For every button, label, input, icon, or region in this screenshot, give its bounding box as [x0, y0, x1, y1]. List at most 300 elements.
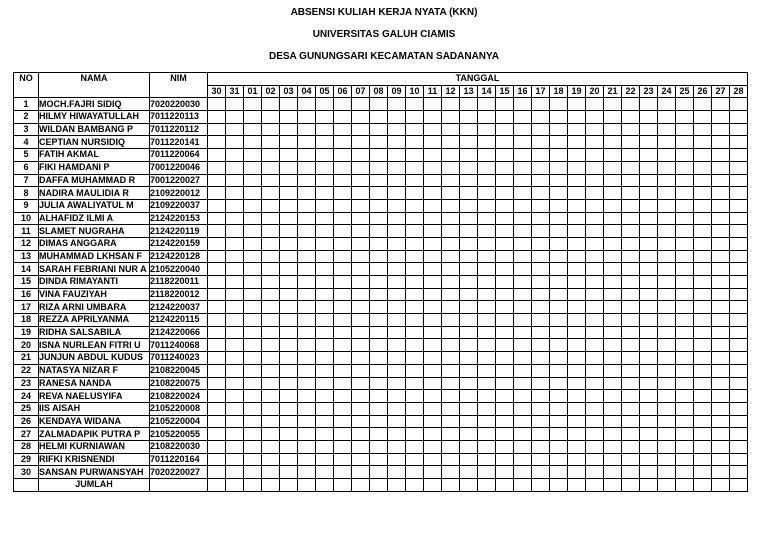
attendance-cell[interactable]: [226, 377, 244, 390]
jumlah-cell[interactable]: [226, 479, 244, 492]
attendance-cell[interactable]: [694, 390, 712, 403]
attendance-cell[interactable]: [406, 326, 424, 339]
attendance-cell[interactable]: [208, 250, 226, 263]
attendance-cell[interactable]: [622, 339, 640, 352]
attendance-cell[interactable]: [406, 415, 424, 428]
jumlah-cell[interactable]: [208, 479, 226, 492]
attendance-cell[interactable]: [352, 377, 370, 390]
attendance-cell[interactable]: [316, 237, 334, 250]
attendance-cell[interactable]: [280, 136, 298, 149]
attendance-cell[interactable]: [406, 187, 424, 200]
attendance-cell[interactable]: [658, 377, 676, 390]
attendance-cell[interactable]: [424, 98, 442, 111]
attendance-cell[interactable]: [694, 187, 712, 200]
attendance-cell[interactable]: [478, 440, 496, 453]
attendance-cell[interactable]: [334, 415, 352, 428]
attendance-cell[interactable]: [460, 111, 478, 124]
jumlah-cell[interactable]: [280, 479, 298, 492]
attendance-cell[interactable]: [514, 326, 532, 339]
attendance-cell[interactable]: [280, 377, 298, 390]
attendance-cell[interactable]: [424, 314, 442, 327]
attendance-cell[interactable]: [370, 212, 388, 225]
attendance-cell[interactable]: [568, 111, 586, 124]
attendance-cell[interactable]: [514, 428, 532, 441]
attendance-cell[interactable]: [604, 314, 622, 327]
attendance-cell[interactable]: [406, 123, 424, 136]
attendance-cell[interactable]: [334, 263, 352, 276]
attendance-cell[interactable]: [496, 263, 514, 276]
attendance-cell[interactable]: [262, 174, 280, 187]
attendance-cell[interactable]: [226, 466, 244, 479]
attendance-cell[interactable]: [370, 225, 388, 238]
attendance-cell[interactable]: [496, 161, 514, 174]
attendance-cell[interactable]: [640, 250, 658, 263]
attendance-cell[interactable]: [208, 237, 226, 250]
attendance-cell[interactable]: [208, 326, 226, 339]
attendance-cell[interactable]: [568, 149, 586, 162]
attendance-cell[interactable]: [352, 288, 370, 301]
attendance-cell[interactable]: [352, 314, 370, 327]
attendance-cell[interactable]: [316, 212, 334, 225]
attendance-cell[interactable]: [388, 225, 406, 238]
attendance-cell[interactable]: [298, 466, 316, 479]
attendance-cell[interactable]: [478, 149, 496, 162]
attendance-cell[interactable]: [388, 149, 406, 162]
attendance-cell[interactable]: [604, 288, 622, 301]
attendance-cell[interactable]: [568, 301, 586, 314]
attendance-cell[interactable]: [730, 263, 748, 276]
attendance-cell[interactable]: [226, 339, 244, 352]
attendance-cell[interactable]: [280, 111, 298, 124]
attendance-cell[interactable]: [334, 428, 352, 441]
attendance-cell[interactable]: [514, 136, 532, 149]
attendance-cell[interactable]: [658, 326, 676, 339]
attendance-cell[interactable]: [442, 453, 460, 466]
attendance-cell[interactable]: [640, 288, 658, 301]
attendance-cell[interactable]: [478, 111, 496, 124]
attendance-cell[interactable]: [298, 440, 316, 453]
attendance-cell[interactable]: [208, 402, 226, 415]
attendance-cell[interactable]: [406, 377, 424, 390]
attendance-cell[interactable]: [442, 263, 460, 276]
attendance-cell[interactable]: [622, 288, 640, 301]
attendance-cell[interactable]: [730, 301, 748, 314]
attendance-cell[interactable]: [604, 98, 622, 111]
attendance-cell[interactable]: [226, 276, 244, 289]
attendance-cell[interactable]: [334, 149, 352, 162]
attendance-cell[interactable]: [640, 199, 658, 212]
attendance-cell[interactable]: [388, 250, 406, 263]
attendance-cell[interactable]: [370, 250, 388, 263]
attendance-cell[interactable]: [712, 288, 730, 301]
attendance-cell[interactable]: [280, 123, 298, 136]
attendance-cell[interactable]: [316, 440, 334, 453]
attendance-cell[interactable]: [352, 237, 370, 250]
attendance-cell[interactable]: [514, 174, 532, 187]
attendance-cell[interactable]: [730, 364, 748, 377]
attendance-cell[interactable]: [532, 364, 550, 377]
attendance-cell[interactable]: [226, 440, 244, 453]
attendance-cell[interactable]: [406, 339, 424, 352]
attendance-cell[interactable]: [532, 161, 550, 174]
attendance-cell[interactable]: [514, 111, 532, 124]
attendance-cell[interactable]: [370, 276, 388, 289]
attendance-cell[interactable]: [568, 123, 586, 136]
attendance-cell[interactable]: [244, 276, 262, 289]
attendance-cell[interactable]: [604, 263, 622, 276]
attendance-cell[interactable]: [226, 314, 244, 327]
attendance-cell[interactable]: [370, 377, 388, 390]
attendance-cell[interactable]: [676, 301, 694, 314]
attendance-cell[interactable]: [694, 212, 712, 225]
attendance-cell[interactable]: [388, 98, 406, 111]
attendance-cell[interactable]: [640, 415, 658, 428]
attendance-cell[interactable]: [226, 237, 244, 250]
attendance-cell[interactable]: [442, 187, 460, 200]
attendance-cell[interactable]: [316, 136, 334, 149]
attendance-cell[interactable]: [712, 149, 730, 162]
attendance-cell[interactable]: [550, 98, 568, 111]
attendance-cell[interactable]: [568, 390, 586, 403]
attendance-cell[interactable]: [388, 161, 406, 174]
attendance-cell[interactable]: [730, 225, 748, 238]
attendance-cell[interactable]: [316, 339, 334, 352]
attendance-cell[interactable]: [334, 301, 352, 314]
attendance-cell[interactable]: [532, 453, 550, 466]
attendance-cell[interactable]: [460, 453, 478, 466]
attendance-cell[interactable]: [334, 123, 352, 136]
attendance-cell[interactable]: [622, 314, 640, 327]
attendance-cell[interactable]: [640, 390, 658, 403]
jumlah-cell[interactable]: [352, 479, 370, 492]
attendance-cell[interactable]: [208, 225, 226, 238]
attendance-cell[interactable]: [658, 111, 676, 124]
attendance-cell[interactable]: [208, 212, 226, 225]
attendance-cell[interactable]: [262, 276, 280, 289]
attendance-cell[interactable]: [244, 377, 262, 390]
attendance-cell[interactable]: [532, 377, 550, 390]
attendance-cell[interactable]: [208, 187, 226, 200]
attendance-cell[interactable]: [316, 199, 334, 212]
attendance-cell[interactable]: [532, 174, 550, 187]
attendance-cell[interactable]: [694, 123, 712, 136]
attendance-cell[interactable]: [316, 377, 334, 390]
attendance-cell[interactable]: [460, 136, 478, 149]
attendance-cell[interactable]: [676, 187, 694, 200]
attendance-cell[interactable]: [532, 111, 550, 124]
attendance-cell[interactable]: [622, 161, 640, 174]
attendance-cell[interactable]: [226, 123, 244, 136]
attendance-cell[interactable]: [622, 187, 640, 200]
attendance-cell[interactable]: [226, 111, 244, 124]
attendance-cell[interactable]: [496, 339, 514, 352]
attendance-cell[interactable]: [568, 326, 586, 339]
attendance-cell[interactable]: [406, 276, 424, 289]
attendance-cell[interactable]: [622, 212, 640, 225]
attendance-cell[interactable]: [676, 98, 694, 111]
attendance-cell[interactable]: [208, 199, 226, 212]
attendance-cell[interactable]: [370, 263, 388, 276]
attendance-cell[interactable]: [514, 187, 532, 200]
attendance-cell[interactable]: [586, 377, 604, 390]
attendance-cell[interactable]: [712, 440, 730, 453]
attendance-cell[interactable]: [478, 250, 496, 263]
attendance-cell[interactable]: [496, 212, 514, 225]
attendance-cell[interactable]: [730, 98, 748, 111]
attendance-cell[interactable]: [298, 288, 316, 301]
attendance-cell[interactable]: [334, 250, 352, 263]
attendance-cell[interactable]: [676, 453, 694, 466]
attendance-cell[interactable]: [676, 111, 694, 124]
attendance-cell[interactable]: [712, 98, 730, 111]
attendance-cell[interactable]: [406, 390, 424, 403]
attendance-cell[interactable]: [316, 466, 334, 479]
attendance-cell[interactable]: [730, 123, 748, 136]
attendance-cell[interactable]: [460, 263, 478, 276]
attendance-cell[interactable]: [586, 123, 604, 136]
attendance-cell[interactable]: [244, 453, 262, 466]
attendance-cell[interactable]: [676, 149, 694, 162]
attendance-cell[interactable]: [442, 98, 460, 111]
attendance-cell[interactable]: [226, 250, 244, 263]
attendance-cell[interactable]: [676, 276, 694, 289]
attendance-cell[interactable]: [496, 111, 514, 124]
attendance-cell[interactable]: [586, 415, 604, 428]
attendance-cell[interactable]: [658, 174, 676, 187]
attendance-cell[interactable]: [388, 187, 406, 200]
attendance-cell[interactable]: [334, 466, 352, 479]
attendance-cell[interactable]: [658, 136, 676, 149]
attendance-cell[interactable]: [496, 364, 514, 377]
attendance-cell[interactable]: [550, 225, 568, 238]
attendance-cell[interactable]: [226, 136, 244, 149]
attendance-cell[interactable]: [478, 136, 496, 149]
attendance-cell[interactable]: [532, 301, 550, 314]
attendance-cell[interactable]: [244, 199, 262, 212]
attendance-cell[interactable]: [496, 250, 514, 263]
attendance-cell[interactable]: [406, 212, 424, 225]
attendance-cell[interactable]: [352, 402, 370, 415]
attendance-cell[interactable]: [208, 161, 226, 174]
attendance-cell[interactable]: [316, 352, 334, 365]
attendance-cell[interactable]: [694, 225, 712, 238]
attendance-cell[interactable]: [334, 161, 352, 174]
attendance-cell[interactable]: [370, 288, 388, 301]
attendance-cell[interactable]: [496, 326, 514, 339]
attendance-cell[interactable]: [676, 415, 694, 428]
attendance-cell[interactable]: [658, 250, 676, 263]
attendance-cell[interactable]: [478, 428, 496, 441]
attendance-cell[interactable]: [622, 415, 640, 428]
attendance-cell[interactable]: [622, 174, 640, 187]
attendance-cell[interactable]: [370, 402, 388, 415]
attendance-cell[interactable]: [640, 377, 658, 390]
attendance-cell[interactable]: [532, 123, 550, 136]
jumlah-cell[interactable]: [496, 479, 514, 492]
attendance-cell[interactable]: [226, 288, 244, 301]
attendance-cell[interactable]: [406, 136, 424, 149]
attendance-cell[interactable]: [352, 415, 370, 428]
attendance-cell[interactable]: [550, 377, 568, 390]
attendance-cell[interactable]: [496, 225, 514, 238]
attendance-cell[interactable]: [226, 352, 244, 365]
attendance-cell[interactable]: [586, 225, 604, 238]
attendance-cell[interactable]: [676, 314, 694, 327]
attendance-cell[interactable]: [568, 364, 586, 377]
attendance-cell[interactable]: [262, 453, 280, 466]
attendance-cell[interactable]: [424, 390, 442, 403]
attendance-cell[interactable]: [316, 111, 334, 124]
attendance-cell[interactable]: [622, 428, 640, 441]
attendance-cell[interactable]: [694, 314, 712, 327]
attendance-cell[interactable]: [406, 453, 424, 466]
attendance-cell[interactable]: [658, 98, 676, 111]
attendance-cell[interactable]: [712, 466, 730, 479]
attendance-cell[interactable]: [262, 364, 280, 377]
jumlah-cell[interactable]: [424, 479, 442, 492]
attendance-cell[interactable]: [550, 402, 568, 415]
attendance-cell[interactable]: [478, 415, 496, 428]
attendance-cell[interactable]: [640, 314, 658, 327]
attendance-cell[interactable]: [586, 250, 604, 263]
attendance-cell[interactable]: [244, 390, 262, 403]
attendance-cell[interactable]: [694, 364, 712, 377]
attendance-cell[interactable]: [370, 161, 388, 174]
attendance-cell[interactable]: [496, 199, 514, 212]
attendance-cell[interactable]: [298, 212, 316, 225]
attendance-cell[interactable]: [424, 440, 442, 453]
attendance-cell[interactable]: [280, 199, 298, 212]
attendance-cell[interactable]: [334, 212, 352, 225]
attendance-cell[interactable]: [460, 339, 478, 352]
attendance-cell[interactable]: [226, 364, 244, 377]
attendance-cell[interactable]: [640, 237, 658, 250]
attendance-cell[interactable]: [208, 174, 226, 187]
attendance-cell[interactable]: [676, 250, 694, 263]
attendance-cell[interactable]: [730, 136, 748, 149]
attendance-cell[interactable]: [244, 364, 262, 377]
attendance-cell[interactable]: [478, 390, 496, 403]
attendance-cell[interactable]: [460, 187, 478, 200]
attendance-cell[interactable]: [514, 453, 532, 466]
attendance-cell[interactable]: [208, 377, 226, 390]
attendance-cell[interactable]: [262, 288, 280, 301]
attendance-cell[interactable]: [316, 453, 334, 466]
attendance-cell[interactable]: [622, 453, 640, 466]
attendance-cell[interactable]: [352, 225, 370, 238]
attendance-cell[interactable]: [622, 301, 640, 314]
attendance-cell[interactable]: [694, 250, 712, 263]
jumlah-cell[interactable]: [532, 479, 550, 492]
attendance-cell[interactable]: [442, 364, 460, 377]
attendance-cell[interactable]: [694, 111, 712, 124]
attendance-cell[interactable]: [316, 174, 334, 187]
attendance-cell[interactable]: [316, 263, 334, 276]
attendance-cell[interactable]: [658, 149, 676, 162]
attendance-cell[interactable]: [658, 123, 676, 136]
attendance-cell[interactable]: [712, 174, 730, 187]
attendance-cell[interactable]: [586, 187, 604, 200]
attendance-cell[interactable]: [406, 402, 424, 415]
attendance-cell[interactable]: [640, 326, 658, 339]
attendance-cell[interactable]: [208, 440, 226, 453]
attendance-cell[interactable]: [496, 428, 514, 441]
attendance-cell[interactable]: [316, 187, 334, 200]
attendance-cell[interactable]: [226, 199, 244, 212]
attendance-cell[interactable]: [226, 390, 244, 403]
attendance-cell[interactable]: [478, 301, 496, 314]
attendance-cell[interactable]: [586, 466, 604, 479]
attendance-cell[interactable]: [208, 263, 226, 276]
attendance-cell[interactable]: [622, 149, 640, 162]
attendance-cell[interactable]: [298, 199, 316, 212]
attendance-cell[interactable]: [568, 415, 586, 428]
attendance-cell[interactable]: [694, 98, 712, 111]
attendance-cell[interactable]: [208, 288, 226, 301]
attendance-cell[interactable]: [280, 390, 298, 403]
attendance-cell[interactable]: [586, 199, 604, 212]
attendance-cell[interactable]: [298, 98, 316, 111]
attendance-cell[interactable]: [316, 288, 334, 301]
attendance-cell[interactable]: [658, 352, 676, 365]
attendance-cell[interactable]: [460, 123, 478, 136]
attendance-cell[interactable]: [712, 237, 730, 250]
jumlah-cell[interactable]: [586, 479, 604, 492]
attendance-cell[interactable]: [298, 326, 316, 339]
attendance-cell[interactable]: [676, 199, 694, 212]
attendance-cell[interactable]: [406, 174, 424, 187]
attendance-cell[interactable]: [478, 364, 496, 377]
jumlah-cell[interactable]: [604, 479, 622, 492]
attendance-cell[interactable]: [730, 199, 748, 212]
attendance-cell[interactable]: [640, 123, 658, 136]
attendance-cell[interactable]: [622, 276, 640, 289]
attendance-cell[interactable]: [424, 352, 442, 365]
attendance-cell[interactable]: [658, 364, 676, 377]
attendance-cell[interactable]: [658, 440, 676, 453]
attendance-cell[interactable]: [550, 326, 568, 339]
attendance-cell[interactable]: [262, 326, 280, 339]
attendance-cell[interactable]: [514, 288, 532, 301]
attendance-cell[interactable]: [244, 187, 262, 200]
attendance-cell[interactable]: [334, 136, 352, 149]
attendance-cell[interactable]: [316, 326, 334, 339]
attendance-cell[interactable]: [280, 187, 298, 200]
attendance-cell[interactable]: [280, 415, 298, 428]
attendance-cell[interactable]: [208, 276, 226, 289]
attendance-cell[interactable]: [442, 288, 460, 301]
attendance-cell[interactable]: [478, 339, 496, 352]
attendance-cell[interactable]: [658, 263, 676, 276]
attendance-cell[interactable]: [676, 428, 694, 441]
attendance-cell[interactable]: [244, 250, 262, 263]
attendance-cell[interactable]: [244, 161, 262, 174]
attendance-cell[interactable]: [568, 377, 586, 390]
attendance-cell[interactable]: [514, 415, 532, 428]
attendance-cell[interactable]: [298, 149, 316, 162]
attendance-cell[interactable]: [604, 301, 622, 314]
attendance-cell[interactable]: [262, 237, 280, 250]
attendance-cell[interactable]: [424, 339, 442, 352]
attendance-cell[interactable]: [334, 314, 352, 327]
attendance-cell[interactable]: [622, 123, 640, 136]
attendance-cell[interactable]: [352, 276, 370, 289]
attendance-cell[interactable]: [712, 136, 730, 149]
attendance-cell[interactable]: [352, 136, 370, 149]
attendance-cell[interactable]: [658, 288, 676, 301]
attendance-cell[interactable]: [586, 301, 604, 314]
attendance-cell[interactable]: [586, 352, 604, 365]
